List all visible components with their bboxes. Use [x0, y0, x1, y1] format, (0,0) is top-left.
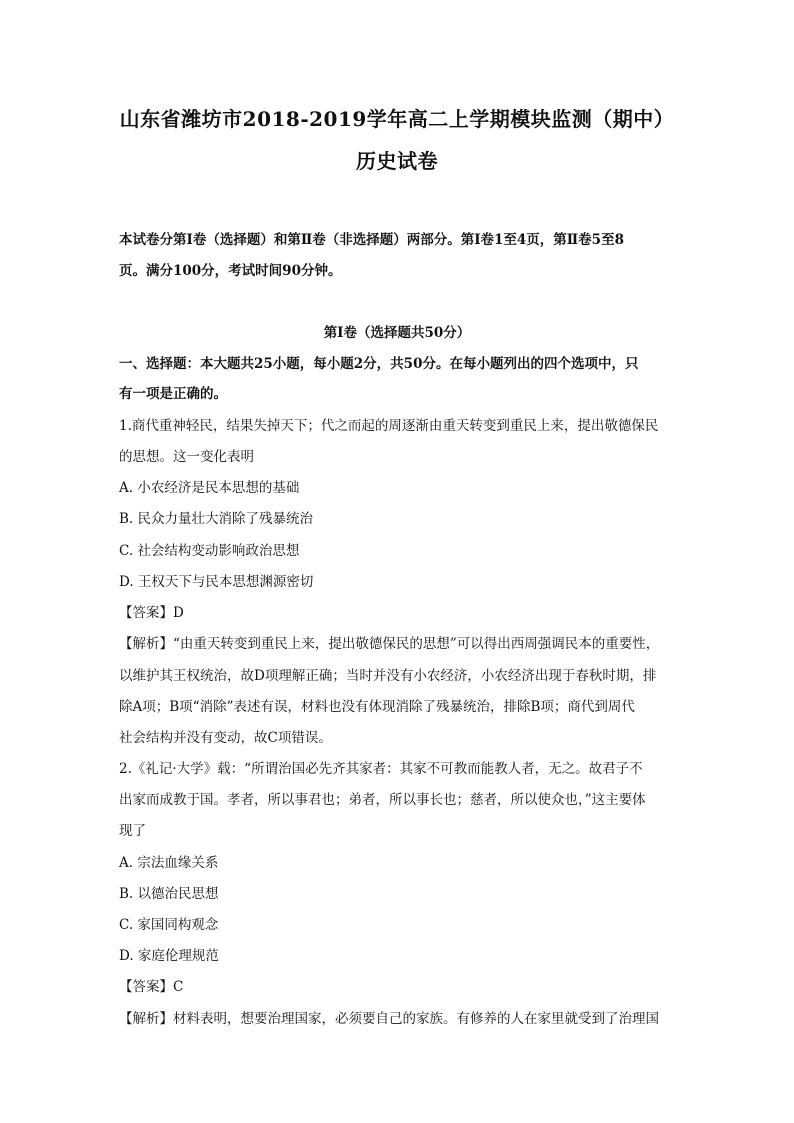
intro-line-1: 本试卷分第Ⅰ卷（选择题）和第Ⅱ卷（非选择题）两部分。第Ⅰ卷1至4页，第Ⅱ卷5至8: [119, 232, 624, 248]
q2-option-b: B. 以德治民思想: [119, 886, 219, 902]
q1-option-b: B. 民众力量壮大消除了残暴统治: [119, 511, 314, 527]
q2-option-a: A. 宗法血缘关系: [119, 855, 219, 871]
section-instruction-line-2: 有一项是正确的。: [119, 386, 227, 402]
q2-option-c: C. 家国同构观念: [119, 917, 219, 933]
q1-answer: 【答案】D: [119, 605, 184, 621]
q1-stem-line-1: 1.商代重神轻民，结果失掉天下；代之而起的周逐渐由重天转变到重民上来，提出敬德保民: [119, 418, 659, 434]
q2-stem-line-1: 2.《礼记·大学》载：“所谓治国必先齐其家者：其家不可教而能教人者，无之。故君子不: [119, 761, 643, 777]
q1-option-a: A. 小农经济是民本思想的基础: [119, 480, 300, 496]
intro-line-2: 页。满分100分，考试时间90分钟。: [119, 263, 342, 279]
q1-stem-line-2: 的思想。这一变化表明: [119, 449, 254, 465]
q1-option-c: C. 社会结构变动影响政治思想: [119, 543, 300, 559]
document-title: 山东省潍坊市2018-2019学年高二上学期模块监测（期中）: [119, 107, 675, 131]
q2-option-d: D. 家庭伦理规范: [119, 948, 219, 964]
q1-analysis-line-3: 除A项；B项“消除”表述有误，材料也没有体现消除了残暴统治，排除B项；商代到周代: [119, 699, 635, 715]
q1-option-d: D. 王权天下与民本思想渊源密切: [119, 574, 314, 590]
q2-stem-line-3: 现了: [119, 823, 146, 839]
q1-analysis-line-4: 社会结构并没有变动，故C项错误。: [119, 730, 332, 746]
section-title: 第Ⅰ卷（选择题共50分）: [323, 325, 471, 341]
q2-stem-line-2: 出家而成教于国。孝者，所以事君也；弟者，所以事长也；慈者，所以使众也，”这主要体: [119, 792, 646, 808]
q2-answer: 【答案】C: [119, 979, 184, 995]
q1-analysis-line-1: 【解析】“由重天转变到重民上来，提出敬德保民的思想”可以得出西周强调民本的重要性，: [119, 636, 660, 652]
q1-analysis-line-2: 以维护其王权统治，故D项理解正确；当时并没有小农经济，小农经济出现于春秋时期，排: [119, 668, 657, 684]
document-subtitle: 历史试卷: [356, 149, 438, 173]
section-instruction-line-1: 一、选择题：本大题共25小题，每小题2分，共50分。在每小题列出的四个选项中，只: [119, 356, 639, 372]
q2-analysis-line-1: 【解析】材料表明，想要治理国家，必须要自己的家族。有修养的人在家里就受到了治理国: [119, 1011, 659, 1027]
